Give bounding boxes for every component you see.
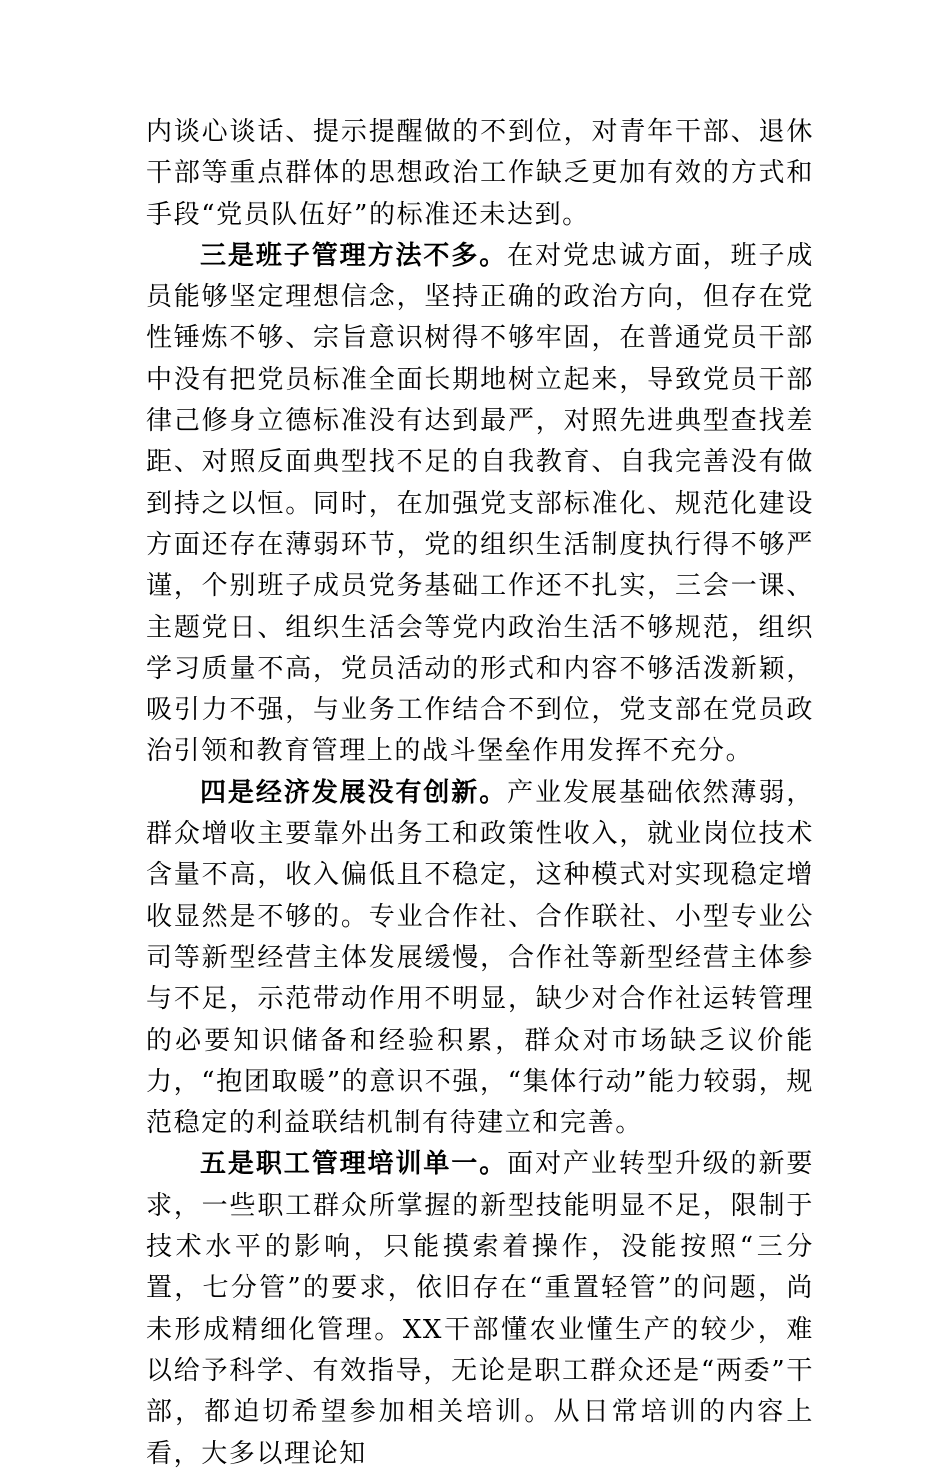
paragraph-body: 在对党忠诚方面，班子成员能够坚定理想信念，坚持正确的政治方向，但存在党性锤炼不够、宗旨意识树得不够牢固，在普通党员干部中没有把党员标准全面长期地树立起来，导致党员干部律己修身立德标准没有达到最严，对照先进典型查找差距、对照反面典型找不足的自我教育、自我完善没有做到持之以恒。同时，在加强党支部标准化、规范化建设方面还存在薄弱环节，党的组织生活制度执行得不够严谨，个别班子成员党务基础工作还不扎实，三会一课、主题党日、组织生活会等党内政治生活不够规范，组织学习质量不高，党员活动的形式和内容不够活泼新颖，吸引力不强，与业务工作结合不到位，党支部在党员政治引领和教育管理上的战斗堡垒作用发挥不充分。 [146,240,814,767]
paragraph-body: 内谈心谈话、提示提醒做的不到位，对青年干部、退休干部等重点群体的思想政治工作缺乏更加有效的方式和手段“党员队伍好”的标准还未达到。 [146,117,814,230]
document-page [146,112,814,1475]
paragraph-continuation [146,112,814,236]
paragraph-heading: 四是经济发展没有创新。 [200,777,508,808]
paragraph-team-management [146,236,814,773]
paragraph-body: 产业发展基础依然薄弱，群众增收主要靠外出务工和政策性收入，就业岗位技术含量不高，收入偏低且不稳定，这种模式对实现稳定增收显然是不够的。专业合作社、合作联社、小型专业公司等新型经营主体发展缓慢，合作社等新型经营主体参与不足，示范带动作用不明显，缺少对合作社运转管理的必要知识储备和经验积累，群众对市场缺乏议价能力，“抱团取暖”的意识不强，“集体行动”能力较弱，规范稳定的利益联结机制有待建立和完善。 [146,777,814,1139]
paragraph-heading: 三是班子管理方法不多。 [200,240,508,271]
paragraph-economic-development [146,773,814,1145]
paragraph-heading: 五是职工管理培训单一。 [200,1149,508,1180]
paragraph-staff-training [146,1144,814,1474]
paragraph-body: 面对产业转型升级的新要求，一些职工群众所掌握的新型技能明显不足，限制于技术水平的影响，只能摸索着操作，没能按照“三分置，七分管”的要求，依旧存在“重置轻管”的问题，尚未形成精细化管理。XX干部懂农业懂生产的较少，难以给予科学、有效指导，无论是职工群众还是“两委”干部，都迫切希望参加相关培训。从日常培训的内容上看，大多以理论知 [146,1149,814,1469]
